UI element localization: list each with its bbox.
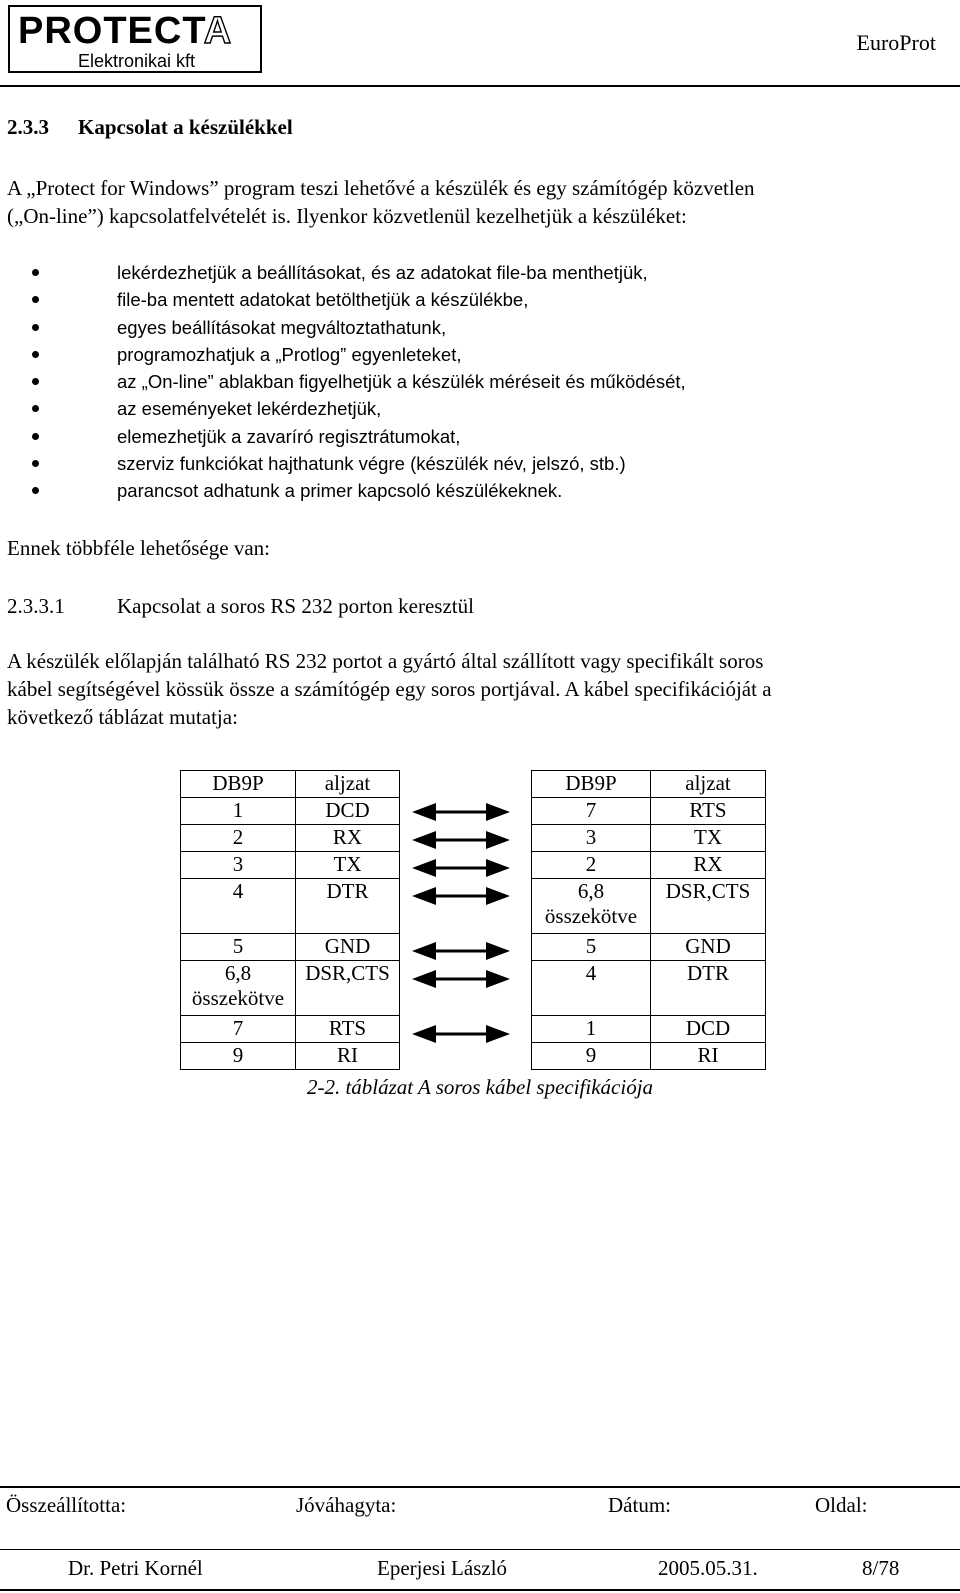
footer-divider (0, 1549, 960, 1550)
pin-cell: 4 (532, 961, 651, 1016)
pin-cell: 3 (181, 852, 296, 879)
footer-divider (0, 1486, 960, 1488)
pin-cell: 5 (532, 934, 651, 961)
header-cell: aljzat (296, 771, 400, 798)
signal-cell: DSR,CTS (296, 961, 400, 1016)
pin-cell: 2 (181, 825, 296, 852)
list-item: programozhatjuk a „Protlog” egyenleteket, (7, 341, 686, 368)
paragraph-line: következő táblázat mutatja: (7, 705, 238, 729)
signal-cell: DCD (651, 1016, 766, 1043)
signal-cell: GND (296, 934, 400, 961)
list-item: lekérdezhetjük a beállításokat, és az adatokat file-ba menthetjük, (7, 259, 686, 286)
pin-cell: 1 (532, 1016, 651, 1043)
intro-line: („On-line”) kapcsolatfelvételét is. Ilyenkor közvetlenül kezelhetjük a készüléket: (7, 204, 687, 228)
subsection-title: Kapcsolat a soros RS 232 porton keresztül (117, 594, 474, 618)
logo-subtitle: Elektronikai kft (78, 51, 196, 71)
header-cell: DB9P (181, 771, 296, 798)
header-cell: aljzat (651, 771, 766, 798)
list-item: elemezhetjük a zavaríró regisztrátumokat, (7, 423, 686, 450)
signal-cell: DTR (651, 961, 766, 1016)
double-arrow-icon (412, 859, 510, 877)
pin-cell: 3 (532, 825, 651, 852)
subsection-number: 2.3.3.1 (7, 594, 65, 618)
list-item: parancsot adhatunk a primer kapcsoló készülékeknek. (7, 477, 686, 504)
double-arrow-icon (412, 803, 510, 821)
signal-cell: RTS (296, 1016, 400, 1043)
signal-cell: DCD (296, 798, 400, 825)
pin-cell: 7 (181, 1016, 296, 1043)
section-number: 2.3.3 (7, 115, 49, 139)
compiled-by-value: Dr. Petri Kornél (68, 1556, 203, 1580)
double-arrow-icon (412, 831, 510, 849)
section-title: Kapcsolat a készülékkel (78, 115, 293, 139)
signal-cell: RTS (651, 798, 766, 825)
pin-cell: 5 (181, 934, 296, 961)
date-value: 2005.05.31. (658, 1556, 758, 1580)
list-item: szerviz funkciókat hajthatunk végre (készülék név, jelszó, stb.) (7, 450, 686, 477)
double-arrow-icon (412, 1025, 510, 1043)
list-item: file-ba mentett adatokat betölthetjük a készülékbe, (7, 286, 686, 313)
pin-cell: 9 (181, 1043, 296, 1070)
pin-cell: 2 (532, 852, 651, 879)
signal-cell: RX (651, 852, 766, 879)
page-label: Oldal: (815, 1493, 868, 1517)
product-name: EuroProt (856, 30, 936, 55)
table-caption: 2-2. táblázat A soros kábel specifikációja (306, 1075, 654, 1099)
pin-cell: 9 (532, 1043, 651, 1070)
options-intro: Ennek többféle lehetősége van: (7, 536, 270, 560)
date-label: Dátum: (608, 1493, 671, 1517)
jumper-note: összekötve (544, 904, 638, 928)
signal-cell: TX (296, 852, 400, 879)
footer-divider (0, 1589, 960, 1591)
paragraph-line: kábel segítségével kössük össze a számítógép egy soros portjával. A kábel specifikációját a (7, 677, 772, 701)
jumper-note: összekötve (191, 986, 285, 1010)
compiled-by-label: Összeállította: (6, 1493, 127, 1517)
pin-cell: 6,8 összekötve (532, 879, 651, 934)
pin-cell: 4 (181, 879, 296, 934)
signal-cell: RI (651, 1043, 766, 1070)
signal-cell: GND (651, 934, 766, 961)
pin-cell: 7 (532, 798, 651, 825)
logo-wordmark: PROTECTA (18, 10, 233, 52)
approved-by-label: Jóváhagyta: (296, 1493, 397, 1517)
signal-cell: DSR,CTS (651, 879, 766, 934)
list-item: az eseményeket lekérdezhetjük, (7, 395, 686, 422)
page-number: 8/78 (862, 1556, 900, 1580)
list-item: egyes beállításokat megváltoztathatunk, (7, 314, 686, 341)
double-arrow-icon (412, 970, 510, 988)
double-arrow-icon (412, 942, 510, 960)
signal-cell: TX (651, 825, 766, 852)
pin-cell: 1 (181, 798, 296, 825)
intro-line: A „Protect for Windows” program teszi lehetővé a készülék és egy számítógép közvetlen (7, 176, 755, 200)
signal-cell: RX (296, 825, 400, 852)
paragraph-line: A készülék előlapján található RS 232 portot a gyártó által szállított vagy specifikált soros (7, 649, 764, 673)
approved-by-value: Eperjesi László (377, 1556, 508, 1580)
pin-cell: 6,8 összekötve (181, 961, 296, 1016)
signal-cell: DTR (296, 879, 400, 934)
header-cell: DB9P (532, 771, 651, 798)
list-item: az „On-line” ablakban figyelhetjük a készülék méréseit és működését, (7, 368, 686, 395)
double-arrow-icon (412, 887, 510, 905)
signal-cell: RI (296, 1043, 400, 1070)
